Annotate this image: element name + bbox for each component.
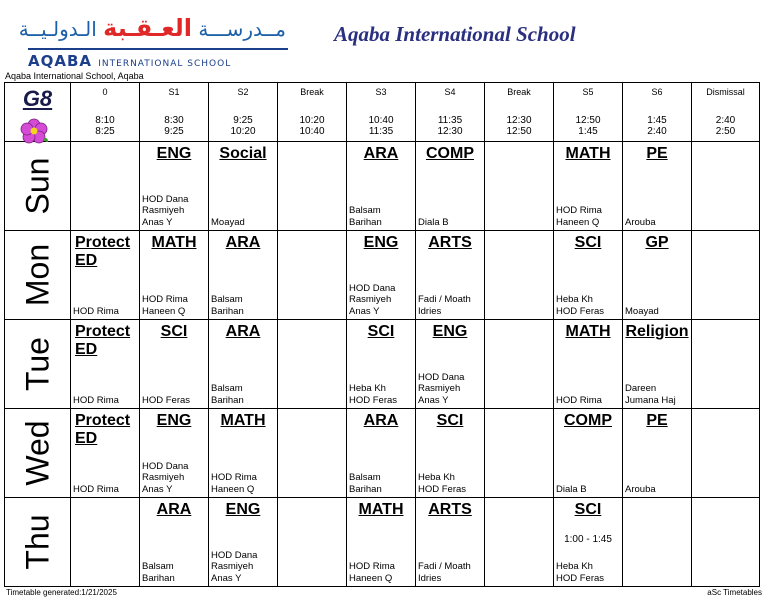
grade-cell bbox=[5, 83, 71, 142]
lesson-cell bbox=[209, 498, 278, 587]
teacher-label: HOD Rima Haneen Q bbox=[556, 205, 602, 228]
logo-divider bbox=[28, 48, 288, 50]
subject-label: ENG bbox=[225, 501, 261, 518]
period-time bbox=[416, 115, 484, 137]
lesson-cell bbox=[209, 231, 278, 320]
teacher-label: Fadi / Moath Idries bbox=[418, 561, 471, 584]
subject-label: GP bbox=[645, 234, 669, 251]
period-start: 9:25 bbox=[233, 115, 253, 126]
period-start: 12:50 bbox=[575, 115, 601, 126]
subject-label: ARA bbox=[363, 412, 399, 429]
lesson-cell bbox=[416, 409, 485, 498]
subject-label: MATH bbox=[565, 323, 611, 340]
lesson-cell bbox=[209, 142, 278, 231]
teacher-label: Balsam Barihan bbox=[349, 205, 382, 228]
teacher-label: HOD Rima Haneen Q bbox=[211, 472, 257, 495]
lesson-cell bbox=[71, 231, 140, 320]
period-end: 2:40 bbox=[647, 126, 667, 137]
teacher-label: Balsam Barihan bbox=[349, 472, 382, 495]
lesson-cell bbox=[278, 320, 347, 409]
period-start: 12:30 bbox=[506, 115, 532, 126]
lesson-cell bbox=[416, 498, 485, 587]
day-cell bbox=[5, 231, 71, 320]
period-start: 8:10 bbox=[95, 115, 115, 126]
subject-label: SCI bbox=[574, 501, 602, 518]
teacher-label: HOD Rima bbox=[556, 394, 602, 406]
lesson-cell bbox=[347, 498, 416, 587]
lesson-cell bbox=[623, 409, 692, 498]
subject-label: SCI bbox=[436, 412, 464, 429]
teacher-label: Dareen Jumana Haj bbox=[625, 383, 676, 406]
lesson-cell bbox=[347, 320, 416, 409]
lesson-cell bbox=[140, 231, 209, 320]
teacher-label: HOD Dana Rasmiyeh Anas Y bbox=[142, 460, 189, 495]
teacher-label: Balsam Barihan bbox=[211, 383, 244, 406]
lesson-cell bbox=[554, 142, 623, 231]
subject-label: ARA bbox=[225, 234, 261, 251]
logo-en-small: INTERNATIONAL SCHOOL bbox=[98, 59, 232, 69]
period-time bbox=[692, 115, 759, 137]
day-label: Wed bbox=[19, 420, 55, 486]
lesson-cell bbox=[623, 231, 692, 320]
subject-label: Protect ED bbox=[75, 323, 131, 358]
period-time bbox=[485, 115, 553, 137]
lesson-cell bbox=[416, 231, 485, 320]
day-cell bbox=[5, 142, 71, 231]
teacher-label: Heba Kh HOD Feras bbox=[349, 383, 398, 406]
teacher-label: HOD Rima bbox=[73, 483, 119, 495]
subject-label: PE bbox=[646, 412, 668, 429]
grade-label: G8 bbox=[22, 86, 53, 111]
lesson-cell bbox=[692, 142, 760, 231]
day-label: Mon bbox=[19, 243, 55, 307]
lesson-cell bbox=[692, 231, 760, 320]
period-name: S5 bbox=[582, 87, 594, 97]
teacher-label: HOD Rima Haneen Q bbox=[142, 294, 188, 317]
lesson-cell bbox=[71, 409, 140, 498]
period-header bbox=[554, 83, 623, 142]
teacher-label: HOD Rima bbox=[73, 394, 119, 406]
day-row bbox=[5, 142, 760, 231]
period-name: S3 bbox=[375, 87, 387, 97]
subject-label: ENG bbox=[156, 145, 192, 162]
subject-label: Protect ED bbox=[75, 412, 131, 447]
period-start: 10:20 bbox=[299, 115, 325, 126]
logo-arabic-text bbox=[19, 14, 286, 42]
subject-label: ARTS bbox=[428, 234, 472, 251]
day-label: Thu bbox=[19, 514, 55, 570]
lesson-cell bbox=[347, 142, 416, 231]
lesson-cell bbox=[278, 142, 347, 231]
period-end: 12:50 bbox=[506, 126, 532, 137]
lesson-cell bbox=[623, 498, 692, 587]
lesson-cell bbox=[692, 409, 760, 498]
footer-credit: aSc Timetables bbox=[707, 588, 762, 597]
teacher-label: Diala B bbox=[556, 483, 587, 495]
lesson-cell bbox=[347, 231, 416, 320]
lesson-cell bbox=[416, 320, 485, 409]
teacher-label: Balsam Barihan bbox=[142, 561, 175, 584]
school-subtitle: Aqaba International School, Aqaba bbox=[5, 71, 144, 81]
subject-label: Social bbox=[219, 145, 267, 162]
period-start: 8:30 bbox=[164, 115, 184, 126]
lesson-cell bbox=[416, 142, 485, 231]
period-end: 1:45 bbox=[578, 126, 598, 137]
day-row bbox=[5, 409, 760, 498]
period-end: 2:50 bbox=[715, 126, 736, 137]
period-start: 10:40 bbox=[368, 115, 394, 126]
period-header bbox=[416, 83, 485, 142]
lesson-cell bbox=[71, 320, 140, 409]
period-header bbox=[623, 83, 692, 142]
lesson-cell bbox=[209, 409, 278, 498]
lesson-cell bbox=[554, 409, 623, 498]
period-end: 12:30 bbox=[437, 126, 463, 137]
teacher-label: Arouba bbox=[625, 216, 656, 228]
subject-label: SCI bbox=[367, 323, 395, 340]
logo-ar-suffix: الـدولـيــة bbox=[18, 17, 97, 41]
lesson-cell bbox=[485, 231, 554, 320]
teacher-label: Heba Kh HOD Feras bbox=[556, 294, 605, 317]
lesson-cell bbox=[347, 409, 416, 498]
teacher-label: Arouba bbox=[625, 483, 656, 495]
lesson-cell bbox=[623, 142, 692, 231]
lesson-cell bbox=[71, 142, 140, 231]
teacher-label: Diala B bbox=[418, 216, 449, 228]
period-end: 11:35 bbox=[368, 126, 394, 137]
lesson-cell bbox=[554, 320, 623, 409]
teacher-label: HOD Dana Rasmiyeh Anas Y bbox=[211, 549, 258, 584]
period-time bbox=[140, 115, 208, 137]
day-cell bbox=[5, 409, 71, 498]
day-cell bbox=[5, 498, 71, 587]
logo-en-main: AQABA bbox=[28, 52, 93, 70]
subject-label: MATH bbox=[220, 412, 266, 429]
period-name: 0 bbox=[102, 87, 108, 97]
day-label: Tue bbox=[19, 337, 55, 391]
subject-label: COMP bbox=[426, 145, 474, 162]
lesson-cell bbox=[278, 231, 347, 320]
day-row bbox=[5, 320, 760, 409]
day-row bbox=[5, 231, 760, 320]
subject-label: MATH bbox=[565, 145, 611, 162]
teacher-label: Heba Kh HOD Feras bbox=[556, 561, 605, 584]
subject-label: Religion bbox=[625, 323, 689, 340]
school-logo bbox=[18, 10, 288, 70]
teacher-label: HOD Dana Rasmiyeh Anas Y bbox=[349, 282, 396, 317]
period-name: S4 bbox=[444, 87, 456, 97]
period-end: 10:40 bbox=[299, 126, 325, 137]
period-time bbox=[347, 115, 415, 137]
footer-generated: Timetable generated:1/21/2025 bbox=[6, 588, 117, 597]
subject-label: ARA bbox=[225, 323, 261, 340]
flower-icon bbox=[19, 119, 49, 143]
period-header bbox=[278, 83, 347, 142]
period-name: S6 bbox=[651, 87, 663, 97]
period-end: 10:20 bbox=[230, 126, 256, 137]
subject-label: ARA bbox=[156, 501, 192, 518]
period-start: 1:45 bbox=[647, 115, 667, 126]
school-title: Aqaba International School bbox=[334, 22, 576, 46]
teacher-label: HOD Rima Haneen Q bbox=[349, 561, 395, 584]
teacher-label: HOD Feras bbox=[142, 394, 191, 406]
subject-label: ENG bbox=[432, 323, 468, 340]
period-name: Break bbox=[300, 87, 324, 97]
subject-label: ENG bbox=[363, 234, 399, 251]
lesson-cell bbox=[623, 320, 692, 409]
lesson-cell bbox=[278, 409, 347, 498]
period-start: 2:40 bbox=[715, 115, 736, 126]
period-header bbox=[140, 83, 209, 142]
lesson-cell bbox=[485, 320, 554, 409]
lesson-cell bbox=[554, 231, 623, 320]
lesson-cell bbox=[140, 142, 209, 231]
lesson-cell bbox=[485, 498, 554, 587]
day-cell bbox=[5, 320, 71, 409]
lesson-cell bbox=[554, 498, 623, 587]
period-header bbox=[692, 83, 760, 142]
logo-english-text bbox=[28, 52, 231, 70]
subject-label: SCI bbox=[574, 234, 602, 251]
day-label: Sun bbox=[19, 157, 55, 215]
period-time bbox=[209, 115, 277, 137]
subject-label: ARA bbox=[363, 145, 399, 162]
subject-label: MATH bbox=[358, 501, 404, 518]
period-name: S2 bbox=[237, 87, 249, 97]
subject-label: Protect ED bbox=[75, 234, 131, 269]
period-end: 8:25 bbox=[95, 126, 115, 137]
lesson-cell bbox=[278, 498, 347, 587]
subject-label: ENG bbox=[156, 412, 192, 429]
logo-ar-prefix: مــدرســـة bbox=[198, 17, 286, 41]
subject-label: SCI bbox=[160, 323, 188, 340]
lesson-cell bbox=[692, 320, 760, 409]
header-row bbox=[5, 83, 760, 142]
period-time bbox=[278, 115, 346, 137]
period-header bbox=[485, 83, 554, 142]
teacher-label: Balsam Barihan bbox=[211, 294, 244, 317]
period-name: Break bbox=[507, 87, 531, 97]
lesson-cell bbox=[485, 409, 554, 498]
lesson-cell bbox=[140, 409, 209, 498]
period-header bbox=[347, 83, 416, 142]
timetable-grid bbox=[4, 82, 760, 587]
period-end: 9:25 bbox=[164, 126, 184, 137]
day-row bbox=[5, 498, 760, 587]
teacher-label: HOD Dana Rasmiyeh Anas Y bbox=[142, 193, 189, 228]
lesson-cell bbox=[140, 498, 209, 587]
teacher-label: Moayad bbox=[625, 305, 659, 317]
teacher-label: HOD Rima bbox=[73, 305, 119, 317]
teacher-label: Fadi / Moath Idries bbox=[418, 294, 471, 317]
period-header bbox=[209, 83, 278, 142]
subject-label: ARTS bbox=[428, 501, 472, 518]
subject-label: COMP bbox=[564, 412, 612, 429]
period-name: Dismissal bbox=[706, 87, 745, 97]
lesson-cell bbox=[140, 320, 209, 409]
lesson-time-note: 1:00 - 1:45 bbox=[564, 534, 612, 545]
lesson-cell bbox=[209, 320, 278, 409]
logo-ar-main: العـقـبة bbox=[103, 14, 192, 42]
period-time bbox=[554, 115, 622, 137]
period-start: 11:35 bbox=[437, 115, 463, 126]
subject-label: MATH bbox=[151, 234, 197, 251]
teacher-label: Heba Kh HOD Feras bbox=[418, 472, 467, 495]
teacher-label: HOD Dana Rasmiyeh Anas Y bbox=[418, 371, 465, 406]
lesson-cell bbox=[71, 498, 140, 587]
period-time bbox=[623, 115, 691, 137]
lesson-cell bbox=[692, 498, 760, 587]
subject-label: PE bbox=[646, 145, 668, 162]
teacher-label: Moayad bbox=[211, 216, 245, 228]
period-name: S1 bbox=[168, 87, 180, 97]
period-time bbox=[71, 115, 139, 137]
period-header bbox=[71, 83, 140, 142]
lesson-cell bbox=[485, 142, 554, 231]
